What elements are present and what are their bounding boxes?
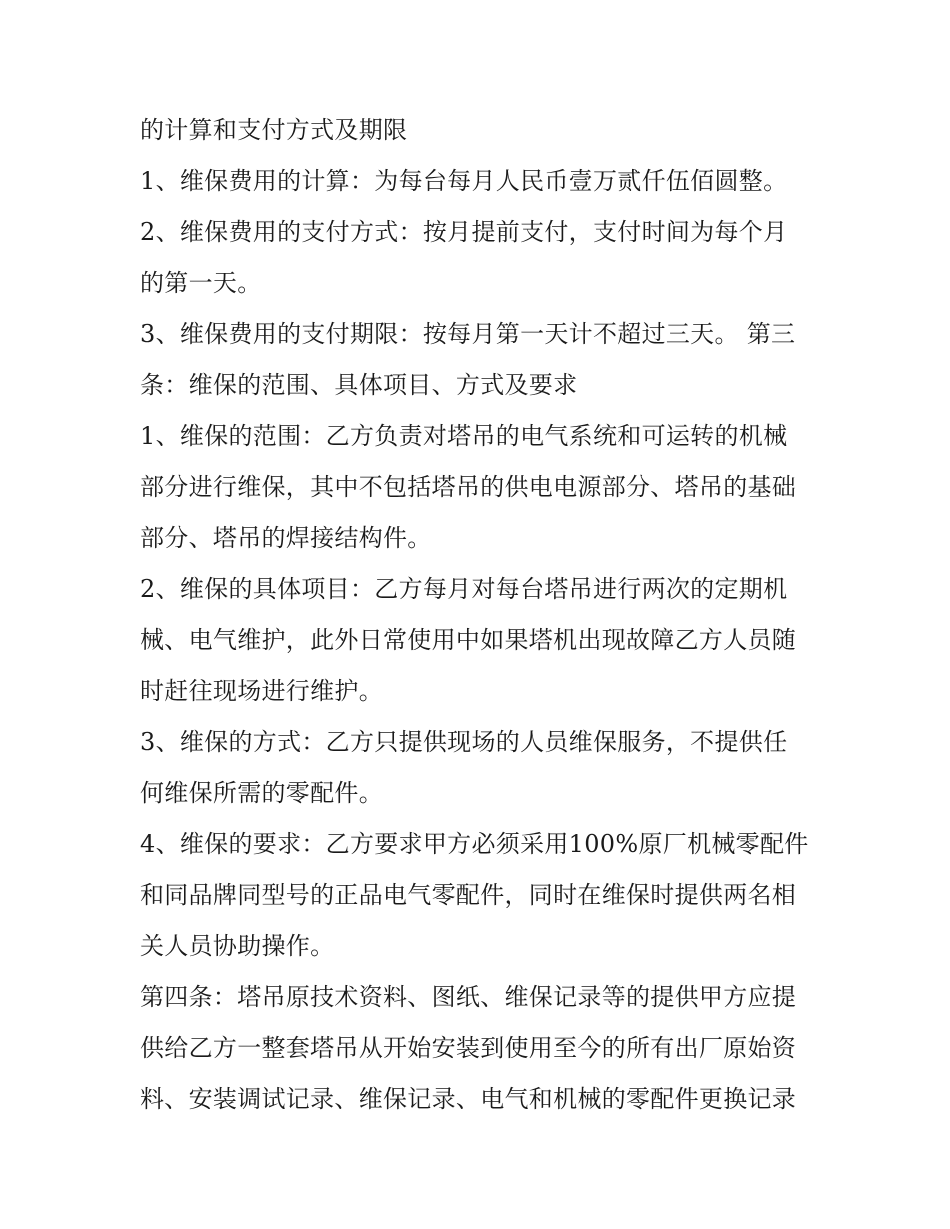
text-line: 供给乙方一整套塔吊从开始安装到使用至今的所有出厂原始资	[140, 1034, 797, 1062]
text-line: 1、维保费用的计算：为每台每月人民币壹万贰仟伍佰圆整。	[140, 167, 788, 195]
text-line: 械、电气维护，此外日常使用中如果塔机出现故障乙方人员随	[140, 626, 797, 654]
text-line: 3、维保费用的支付期限：按每月第一天计不超过三天。 第三	[140, 320, 796, 348]
text-line: 第四条：塔吊原技术资料、图纸、维保记录等的提供甲方应提	[140, 983, 797, 1011]
document-body	[140, 105, 820, 1125]
text-line: 的计算和支付方式及期限	[140, 116, 408, 144]
text-line: 的第一天。	[140, 269, 262, 297]
text-line: 和同品牌同型号的正品电气零配件，同时在维保时提供两名相	[140, 881, 797, 909]
text-line: 1、维保的范围：乙方负责对塔吊的电气系统和可运转的机械	[140, 422, 788, 450]
text-line: 部分进行维保，其中不包括塔吊的供电电源部分、塔吊的基础	[140, 473, 797, 501]
text-line: 条：维保的范围、具体项目、方式及要求	[140, 371, 578, 399]
text-line: 料、安装调试记录、维保记录、电气和机械的零配件更换记录	[140, 1085, 797, 1113]
text-line: 3、维保的方式：乙方只提供现场的人员维保服务，不提供任	[140, 728, 788, 756]
text-line: 2、维保的具体项目：乙方每月对每台塔吊进行两次的定期机	[140, 575, 788, 603]
text-line: 部分、塔吊的焊接结构件。	[140, 524, 432, 552]
text-line: 关人员协助操作。	[140, 932, 335, 960]
text-line: 何维保所需的零配件。	[140, 779, 383, 807]
text-line: 2、维保费用的支付方式：按月提前支付，支付时间为每个月	[140, 218, 788, 246]
text-line: 4、维保的要求：乙方要求甲方必须采用100%原厂机械零配件	[140, 830, 809, 858]
text-line: 时赶往现场进行维护。	[140, 677, 383, 705]
